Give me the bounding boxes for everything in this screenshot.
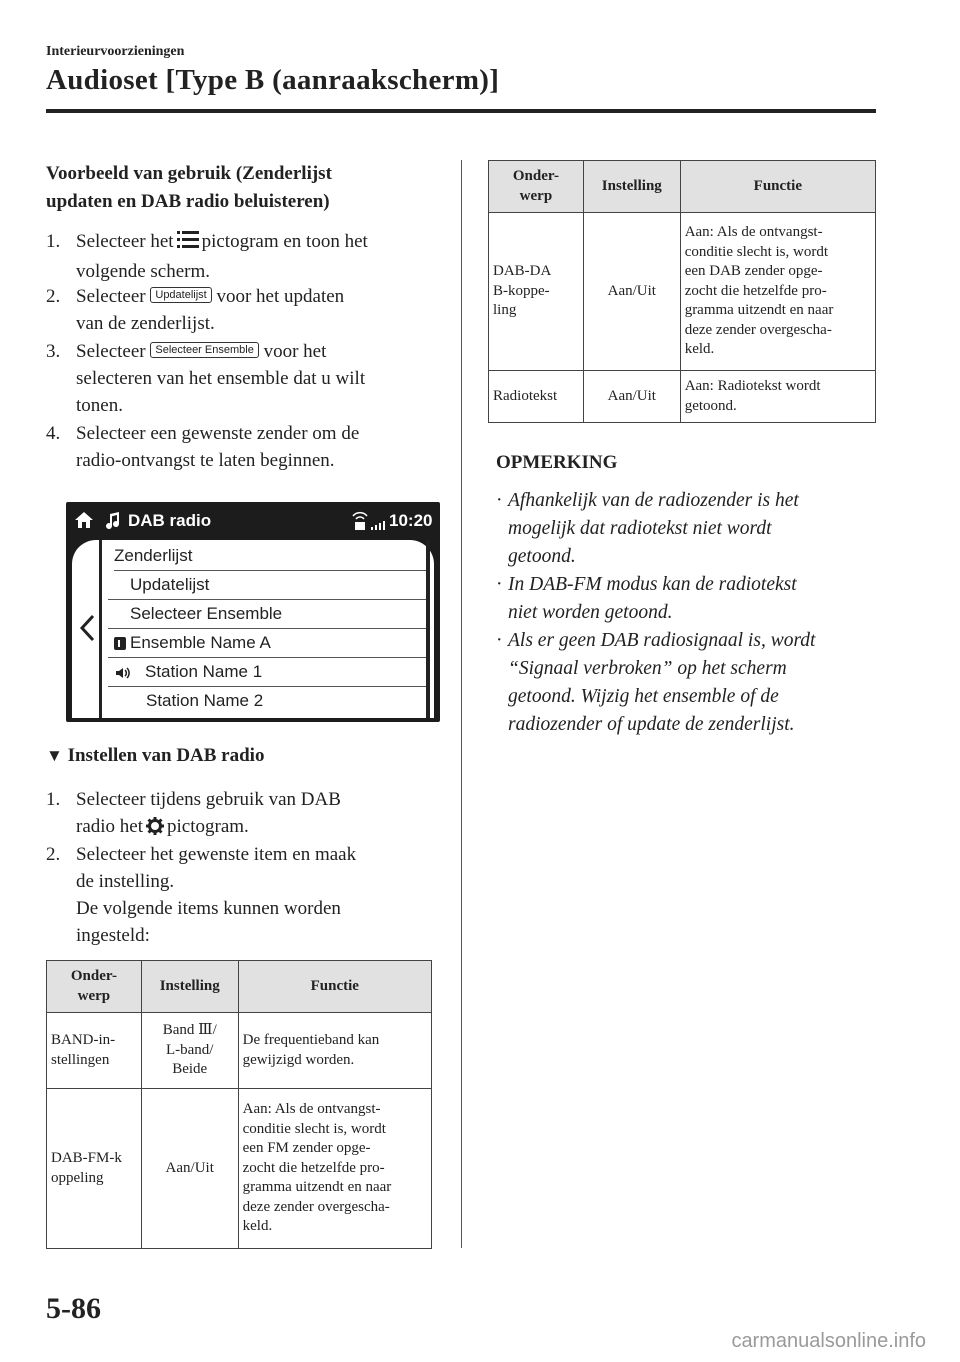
step-3: 3. Selecteer Selecteer Ensemble voor het selecteren van het ensemble dat u wilt tonen. <box>46 341 366 416</box>
example-heading: Voorbeeld van gebruik (Zenderlijst updaten en DAB radio beluisteren) <box>46 163 332 212</box>
watermark: carmanualsonline.info <box>731 1330 926 1352</box>
dab-radio-screen <box>66 502 440 722</box>
step-2: 2. Selecteer Updatelijst voor het updaten van de zenderlijst. <box>46 286 345 334</box>
triangle-marker-icon: ▼ <box>46 746 63 765</box>
list-item[interactable]: Selecteer Ensemble <box>108 600 426 629</box>
selecteer-ensemble-button: Selecteer Ensemble <box>150 342 258 358</box>
list-icon <box>177 230 199 258</box>
screen-title: DAB radio <box>128 511 212 530</box>
step-1: 1. Selecteer het pictogram en toon het volgende scherm. <box>46 231 368 282</box>
table-row: DAB-FM-k oppeling Aan/Uit Aan: Als de ontvangst- conditie slecht is, wordt een FM zender opge- zocht die hetzelfde pro- gramma uitzendt en naar deze zender overgescha- keld. <box>47 1089 432 1249</box>
header-instelling: Instelling <box>141 961 238 1013</box>
step-4: 4. Selecteer een gewenste zender om de radio-ontvangst te laten beginnen. <box>46 423 360 471</box>
dab-settings-heading: ▼ Instellen van DAB radio <box>46 745 265 766</box>
page-title: Audioset [Type B (aanraakscherm)] <box>46 64 500 96</box>
list-right-border <box>426 540 430 718</box>
note-item: · Afhankelijk van de radiozender is het mogelijk dat radiotekst niet wordt getoond. <box>496 490 799 567</box>
header-functie: Functie <box>680 161 875 213</box>
list-item[interactable]: Station Name 2 <box>146 691 264 710</box>
section-label: Interieurvoorzieningen <box>46 44 185 59</box>
list-left-border <box>99 540 102 718</box>
dab-step-1: 1. Selecteer tijdens gebruik van DAB radio het pictogram. <box>46 786 446 840</box>
example-steps <box>46 228 446 474</box>
list-item[interactable]: Zenderlijst <box>114 542 426 571</box>
settings-table-2 <box>488 160 876 423</box>
home-icon <box>74 511 94 534</box>
updatelijst-button: Updatelijst <box>150 287 211 303</box>
list-item[interactable]: Station Name 1 <box>108 658 426 687</box>
list-item[interactable]: Updatelijst <box>108 571 426 600</box>
header-onderwerp: Onder- werp <box>47 961 142 1013</box>
gear-icon <box>146 816 164 843</box>
dab-step-2: 2. Selecteer het gewenste item en maak de instelling. De volgende items kunnen worden ingesteld: <box>46 844 357 946</box>
header-onderwerp: Onder- werp <box>489 161 584 213</box>
back-chevron-icon[interactable] <box>78 614 96 647</box>
header-instelling: Instelling <box>583 161 680 213</box>
note-item: · Als er geen DAB radiosignaal is, wordt “Signaal verbroken” op het scherm getoond. Wijzig het ensemble of de radiozender of update de zenderlijst. <box>496 630 816 735</box>
ensemble-icon <box>113 632 127 660</box>
column-divider <box>461 160 462 1248</box>
table-row: Radiotekst Aan/Uit Aan: Radiotekst wordt getoond. <box>489 371 876 423</box>
speaker-icon <box>115 661 131 689</box>
list-item[interactable]: Ensemble Name A <box>108 629 426 658</box>
table-header-row <box>47 961 432 1013</box>
table-row: DAB-DA B-koppe- ling Aan/Uit Aan: Als de ontvangst- conditie slecht is, wordt een DAB zender opge- zocht die hetzelfde pro- gramma uitzendt en naar deze zender overgescha- keld. <box>489 213 876 371</box>
music-note-icon <box>106 512 120 535</box>
screen-list-panel <box>72 540 434 718</box>
note-item: · In DAB-FM modus kan de radiotekst niet worden getoond. <box>496 574 797 623</box>
table-header-row <box>489 161 876 213</box>
note-list <box>492 487 882 739</box>
dab-settings-steps <box>46 786 446 949</box>
header-functie: Functie <box>238 961 431 1013</box>
clock-time: 10:20 <box>389 511 433 530</box>
note-heading: OPMERKING <box>496 452 618 473</box>
page-number: 5-86 <box>46 1292 101 1325</box>
settings-table-1 <box>46 960 432 1249</box>
table-row: BAND-in- stellingen Band Ⅲ/ L-band/ Beide De frequentieband kan gewijzigd worden. <box>47 1013 432 1089</box>
screen-header <box>66 502 440 540</box>
title-rule <box>46 109 876 113</box>
signal-icon <box>351 510 387 537</box>
